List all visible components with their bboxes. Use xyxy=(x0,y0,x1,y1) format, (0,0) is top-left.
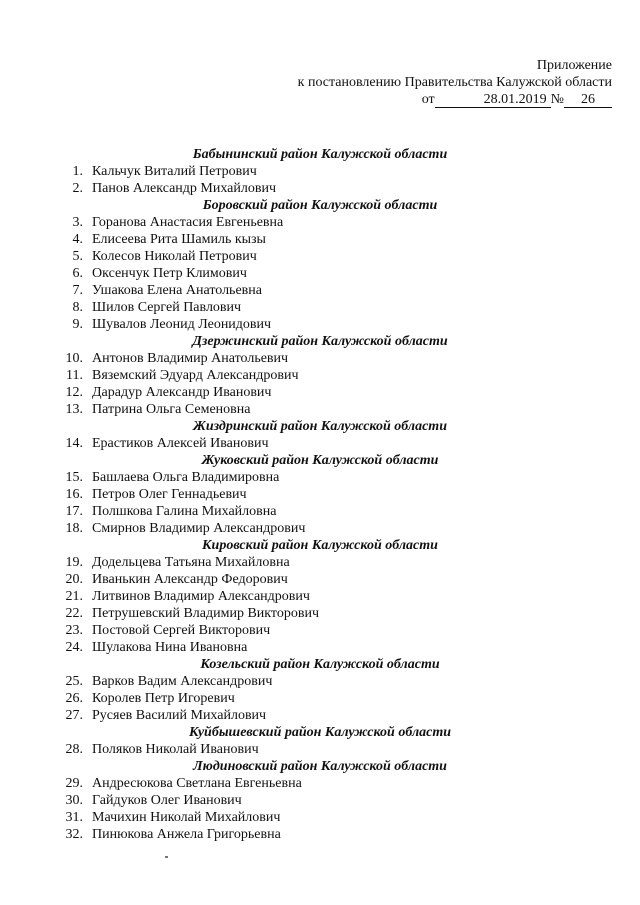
district-heading: Жиздринский район Калужской области xyxy=(193,419,447,434)
list-item xyxy=(0,639,640,656)
district-heading: Козельский район Калужской области xyxy=(200,657,440,672)
list-item xyxy=(0,486,640,503)
resolution-date-number-line xyxy=(422,92,612,108)
item-number: 28. xyxy=(65,742,83,757)
list-item xyxy=(0,265,640,282)
item-number: 10. xyxy=(65,351,83,366)
list-item xyxy=(0,248,640,265)
person-name: Мачихин Николай Михайлович xyxy=(92,810,281,825)
item-number: 2. xyxy=(72,181,83,196)
appendix-heading: Приложение xyxy=(536,58,612,73)
date-prefix: от xyxy=(421,92,435,107)
list-item xyxy=(0,588,640,605)
list-item xyxy=(0,622,640,639)
person-name: Андресюкова Светлана Евгеньевна xyxy=(92,776,302,791)
item-number: 27. xyxy=(65,708,83,723)
person-name: Русяев Василий Михайлович xyxy=(92,708,267,723)
item-number: 26. xyxy=(65,691,83,706)
person-name: Ерастиков Алексей Иванович xyxy=(92,436,269,451)
person-name: Башлаева Ольга Владимировна xyxy=(92,470,280,485)
person-name: Петров Олег Геннадьевич xyxy=(92,487,247,502)
list-item xyxy=(0,605,640,622)
person-name: Постовой Сергей Викторович xyxy=(92,623,271,638)
item-number: 29. xyxy=(65,776,83,791)
item-number: 22. xyxy=(65,606,83,621)
list-item xyxy=(0,401,640,418)
item-number: 32. xyxy=(65,827,83,842)
list-item xyxy=(0,299,640,316)
district-heading: Жуковский район Калужской области xyxy=(201,453,439,468)
list-item xyxy=(0,520,640,537)
person-name: Антонов Владимир Анатольевич xyxy=(92,351,289,366)
list-item xyxy=(0,469,640,486)
district-heading: Дзержинский район Калужской области xyxy=(192,334,448,349)
item-number: 1. xyxy=(72,164,83,179)
person-name: Шувалов Леонид Леонидович xyxy=(92,317,272,332)
item-number: 17. xyxy=(65,504,83,519)
list-item xyxy=(0,741,640,758)
scan-artifact xyxy=(165,856,168,858)
person-name: Гайдуков Олег Иванович xyxy=(92,793,242,808)
item-number: 8. xyxy=(72,300,83,315)
list-item xyxy=(0,503,640,520)
item-number: 12. xyxy=(65,385,83,400)
district-candidate-list xyxy=(0,146,640,843)
list-item xyxy=(0,571,640,588)
district-heading: Кировский район Калужской области xyxy=(202,538,438,553)
district-heading: Боровский район Калужской области xyxy=(202,198,438,213)
list-item xyxy=(0,214,640,231)
district-heading: Куйбышевский район Калужской области xyxy=(188,725,452,740)
item-number: 5. xyxy=(72,249,83,264)
person-name: Королев Петр Игоревич xyxy=(92,691,235,706)
number-prefix: № xyxy=(550,92,564,107)
resolution-date: 28.01.2019 xyxy=(435,92,551,108)
list-item xyxy=(0,163,640,180)
list-item xyxy=(0,180,640,197)
item-number: 15. xyxy=(65,470,83,485)
person-name: Литвинов Владимир Александрович xyxy=(92,589,310,604)
item-number: 7. xyxy=(72,283,83,298)
person-name: Горанова Анастасия Евгеньевна xyxy=(92,215,284,230)
person-name: Вяземский Эдуард Александрович xyxy=(92,368,299,383)
person-name: Петрушевский Владимир Викторович xyxy=(92,606,319,621)
item-number: 3. xyxy=(72,215,83,230)
list-item xyxy=(0,809,640,826)
item-number: 16. xyxy=(65,487,83,502)
item-number: 20. xyxy=(65,572,83,587)
person-name: Варков Вадим Александрович xyxy=(92,674,273,689)
list-item xyxy=(0,554,640,571)
list-item xyxy=(0,775,640,792)
item-number: 14. xyxy=(65,436,83,451)
person-name: Смирнов Владимир Александрович xyxy=(92,521,306,536)
person-name: Елисеева Рита Шамиль кызы xyxy=(92,232,266,247)
item-number: 25. xyxy=(65,674,83,689)
person-name: Патрина Ольга Семеновна xyxy=(92,402,251,417)
person-name: Иванькин Александр Федорович xyxy=(92,572,288,587)
item-number: 19. xyxy=(65,555,83,570)
item-number: 21. xyxy=(65,589,83,604)
resolution-number: 26 xyxy=(564,92,612,108)
list-item xyxy=(0,435,640,452)
list-item xyxy=(0,826,640,843)
item-number: 23. xyxy=(65,623,83,638)
list-item xyxy=(0,350,640,367)
person-name: Шулакова Нина Ивановна xyxy=(92,640,248,655)
list-item xyxy=(0,367,640,384)
item-number: 18. xyxy=(65,521,83,536)
list-item xyxy=(0,282,640,299)
item-number: 6. xyxy=(72,266,83,281)
person-name: Шилов Сергей Павлович xyxy=(92,300,242,315)
list-item xyxy=(0,792,640,809)
item-number: 11. xyxy=(66,368,83,383)
list-item xyxy=(0,690,640,707)
person-name: Пинюкова Анжела Григорьевна xyxy=(92,827,281,842)
item-number: 4. xyxy=(72,232,83,247)
resolution-reference: к постановлению Правительства Калужской области xyxy=(297,75,612,90)
item-number: 13. xyxy=(65,402,83,417)
person-name: Полшкова Галина Михайловна xyxy=(92,504,277,519)
person-name: Дарадур Александр Иванович xyxy=(92,385,272,400)
person-name: Панов Александр Михайлович xyxy=(92,181,276,196)
person-name: Поляков Николай Иванович xyxy=(92,742,259,757)
person-name: Оксенчук Петр Климович xyxy=(92,266,247,281)
person-name: Ушакова Елена Анатольевна xyxy=(92,283,262,298)
item-number: 24. xyxy=(65,640,83,655)
list-item xyxy=(0,384,640,401)
list-item xyxy=(0,673,640,690)
list-item xyxy=(0,707,640,724)
person-name: Додельцева Татьяна Михайловна xyxy=(92,555,290,570)
item-number: 30. xyxy=(65,793,83,808)
person-name: Кальчук Виталий Петрович xyxy=(92,164,257,179)
district-heading: Бабынинский район Калужской области xyxy=(192,147,448,162)
list-item xyxy=(0,231,640,248)
list-item xyxy=(0,316,640,333)
item-number: 9. xyxy=(72,317,83,332)
district-heading: Людиновский район Калужской области xyxy=(193,759,447,774)
item-number: 31. xyxy=(65,810,83,825)
person-name: Колесов Николай Петрович xyxy=(92,249,257,264)
